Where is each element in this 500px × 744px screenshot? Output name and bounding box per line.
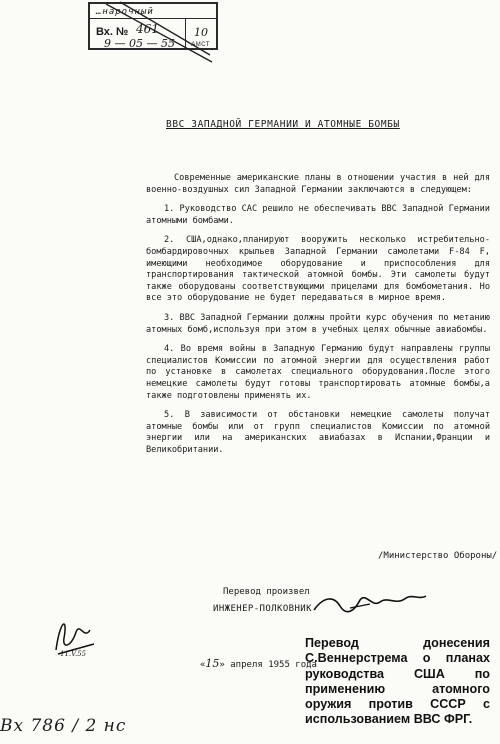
stamp-incoming-label: Вх. № [96,26,129,38]
intro-paragraph: Современные американские планы в отношении участия в ней для военно-воздушных сил Западной Германии заключаются в следующем: [146,173,490,195]
stamp-sheets-label: АМСТ [191,42,210,48]
stamp-sheets-count: 10 [194,26,208,39]
ministry-signature: /Министерство Обороны/ [378,551,498,561]
margin-note: 11.V.55 [60,650,87,658]
date-rest: апреля 1955 года [230,660,317,670]
date-day: 15 [205,657,220,670]
translated-by-label: Перевод произвел [223,587,310,597]
document-date: «15» апреля 1955 года [200,657,317,670]
handwritten-signature [310,590,430,616]
document-body [146,173,490,464]
stamp-strike-lines [100,0,220,70]
point-paragraph: 5. В зависимости от обстановки немецкие самолеты получат атомные бомбы или от групп специалистов Комиссии по атомной энергии или на американских авиабазах в Испании,Франции и Великобритании. [146,410,490,455]
document-title: ВВС ЗАПАДНОЙ ГЕРМАНИИ И АТОМНЫЕ БОМБЫ [166,119,400,130]
archive-caption: Перевод донесения С.Веннерстрема о планах руководства США по применению атомного оружия против СССР с использованием ВВС ФРГ. [305,636,490,727]
stamp-top-text: …нарочный [96,7,154,17]
point-paragraph: 3. ВВС Западной Германии должны пройти курс обучения по метанию атомных бомб,используя при этом в учебных целях обычные авиабомбы. [146,312,490,335]
point-paragraph: 1. Руководство САС решило не обеспечивать ВВС Западной Германии атомными бомбами. [146,204,490,226]
translator-rank: ИНЖЕНЕР-ПОЛКОВНИК [213,604,312,614]
stamp-date: 9 — 05 — 55 [104,37,175,50]
point-paragraph: 2. США,однако,планируют вооружить несколько истребительно-бомбардировочных крыльев Западной Германии самолетами F-84 F, имеющими необходимое оборудование и приспособления для транспортирования тактической атомной бомбы. Эти самолеты будут также оборудованы соответствующими прицелами для бомбометания. Но все это оборудование не будет передаваться в мирное время. [146,235,490,304]
stamp-incoming-number: 461 [136,22,159,36]
point-paragraph: 4. Во время войны в Западную Германию будут направлены группы специалистов Комиссии по атомной энергии для осуществления работ по установке в самолетах специального оборудования.После этого немецкие самолеты будут готовы транспортировать атомные бомбы,а также подготовлены применять их. [146,344,490,401]
incoming-handwritten-mark: Вх 786 / 2 нс [0,716,127,736]
